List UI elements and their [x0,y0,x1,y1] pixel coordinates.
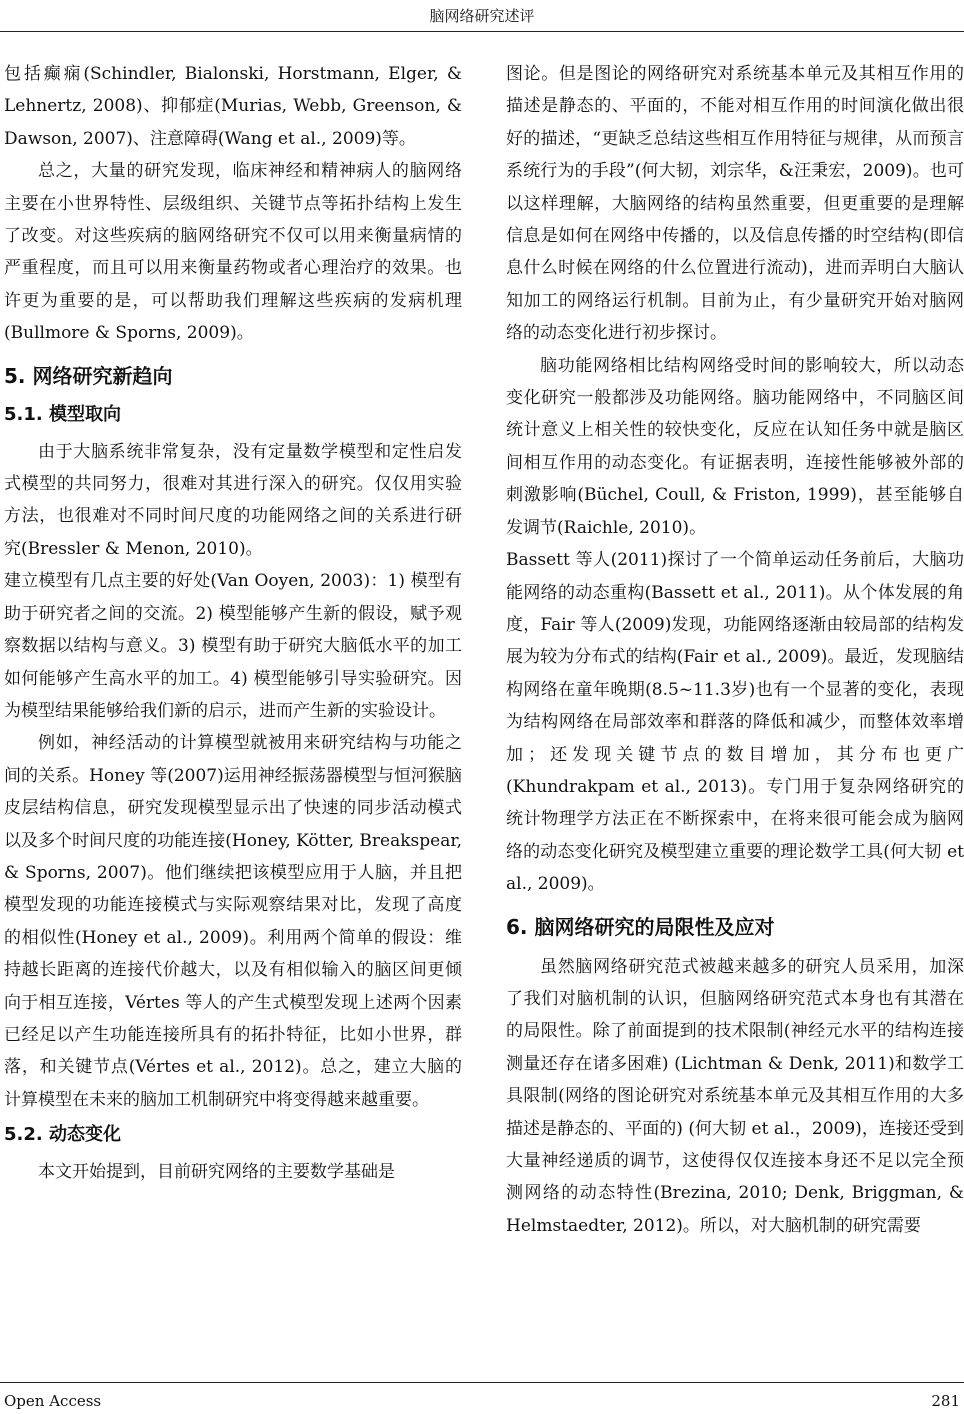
paragraph: 例如，神经活动的计算模型就被用来研究结构与功能之间的关系。Honey 等(2007)运用神经振荡器模型与恒河猴脑皮层结构信息，研究发现模型显示出了快速的同步活动模式以及多个时间尺度的功能连接(Honey, Kötter, Breakspear, & Sporns, 2007)。他们继续把该模型应用于人脑，并且把模型发现的功能连接模式与实际观察结果对比，发现了高度的相似性(Honey et al., 2009)。利用两个简单的假设：维持越长距离的连接代价越大，以及有相似输入的脑区间更倾向于相互连接，Vértes 等人的产生式模型发现上述两个因素已经足以产生功能连接所具有的拓扑特征，比如小世界，群落，和关键节点(Vértes et al., 2012)。总之，建立大脑的计算模型在未来的脑加工机制研究中将变得越来越重要。 [4,733,462,1110]
left-column [4,58,462,1189]
subsection-heading: 5.2. 动态变化 [4,1124,121,1146]
paragraph: Bassett 等人(2011)探讨了一个简单运动任务前后，大脑功能网络的动态重构(Bassett et al., 2011)。从个体发展的角度，Fair 等人(2009)发现，功能网络逐渐由较局部的结构发展为较为分布式的结构(Fair et al., 2009)。最近，发现脑结构网络在童年晚期(8.5~11.3岁)也有一个显著的变化，表现为结构网络在局部效率和群落的降低和减少，而整体效率增加；还发现关键节点的数目增加，其分布也更广(Khundrakpam et al., 2013)。专门用于复杂网络研究的统计物理学方法正在不断探索中，在将来很可能会成为脑网络的动态变化研究及模型建立重要的理论数学工具(何大韧 et al., 2009)。 [506,550,964,895]
paragraph: 总之，大量的研究发现，临床神经和精神病人的脑网络主要在小世界特性、层级组织、关键节点等拓扑结构上发生了改变。对这些疾病的脑网络研究不仅可以用来衡量病情的严重程度，而且可以用来衡量药物或者心理治疗的效果。也许更为重要的是，可以帮助我们理解这些疾病的发病机理(Bullmore & Sporns, 2009)。 [4,161,462,344]
paragraph: 建立模型有几点主要的好处(Van Ooyen, 2003)：1) 模型有助于研究者之间的交流。2) 模型能够产生新的假设，赋予观察数据以结构与意义。3) 模型有助于研究大脑低水平的加工如何能够产生高水平的加工。4) 模型能够引导实验研究。因为模型结果能够给我们新的启示，进而产生新的实验设计。 [4,571,462,721]
header-divider [0,31,964,32]
paragraph: 由于大脑系统非常复杂，没有定量数学模型和定性启发式模型的共同努力，很难对其进行深入的研究。仅仅用实验方法，也很难对不同时间尺度的功能网络之间的关系进行研究(Bressler & Menon, 2010)。 [4,441,462,559]
paragraph: 本文开始提到，目前研究网络的主要数学基础是 [38,1162,395,1183]
journal-label: Open Access [4,1392,102,1410]
subsection-heading: 5.1. 模型取向 [4,403,121,425]
paragraph: 虽然脑网络研究范式被越来越多的研究人员采用，加深了我们对脑机制的认识，但脑网络研究范式本身也有其潜在的局限性。除了前面提到的技术限制(神经元水平的结构连接测量还存在诸多困难) (Lichtman & Denk, 2011)和数学工具限制(网络的图论研究对系统基本单元及其相互作用的大多描述是静态的、平面的) (何大韧 et al.，2009)，连接还受到大量神经递质的调节，这使得仅仅连接本身还不足以完全预测网络的动态特性(Brezina, 2010; Denk, Briggman, & Helmstaedter, 2012)。所以，对大脑机制的研究需要 [506,956,964,1236]
paragraph: 图论。但是图论的网络研究对系统基本单元及其相互作用的描述是静态的、平面的，不能对相互作用的时间演化做出很好的描述，“更缺乏总结这些相互作用特征与规律，从而预言系统行为的手段”(何大韧，刘宗华，&汪秉宏，2009)。也可以这样理解，大脑网络的结构虽然重要，但更重要的是理解信息是如何在网络中传播的，以及信息传播的时空结构(即信息什么时候在网络的什么位置进行流动)，进而弄明白大脑认知加工的网络运行机制。目前为止，有少量研究开始对脑网络的动态变化进行初步探讨。 [506,64,964,344]
right-column [506,58,964,1242]
section-heading: 6. 脑网络研究的局限性及应对 [506,914,775,939]
section-heading: 5. 网络研究新趋向 [4,363,173,388]
footer-divider [0,1382,964,1383]
running-header: 脑网络研究述评 [429,7,535,25]
paragraph: 脑功能网络相比结构网络受时间的影响较大，所以动态变化研究一般都涉及功能网络。脑功能网络中，不同脑区间统计意义上相关性的较快变化，反应在认知任务中就是脑区间相互作用的动态变化。有证据表明，连接性能够被外部的刺激影响(Büchel, Coull, & Friston, 1999)，甚至能够自发调节(Raichle, 2010)。 [506,355,964,538]
page-number: 281 [931,1392,960,1410]
paragraph: 包括癫痫(Schindler, Bialonski, Horstmann, Elger, & Lehnertz, 2008)、抑郁症(Murias, Webb, Greenson, & Dawson, 2007)、注意障碍(Wang et al., 2009)等。 [4,64,462,149]
